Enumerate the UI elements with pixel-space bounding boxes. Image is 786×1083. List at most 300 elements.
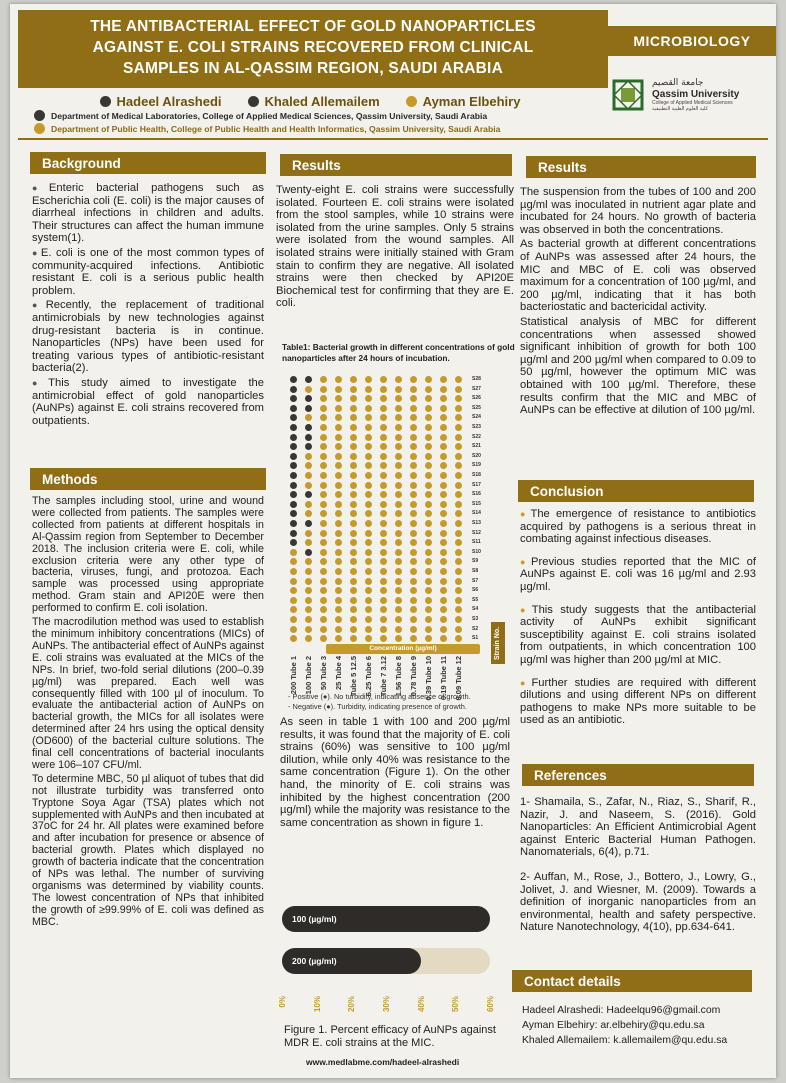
growth-bead (320, 434, 327, 441)
growth-bead (410, 395, 417, 402)
background-heading: Background (30, 152, 266, 174)
growth-bead (410, 462, 417, 469)
growth-bead (365, 386, 372, 393)
growth-bead (335, 482, 342, 489)
growth-bead (425, 597, 432, 604)
growth-bead (410, 578, 417, 585)
growth-bead (350, 434, 357, 441)
growth-bead (305, 635, 312, 642)
growth-bead (290, 453, 297, 460)
growth-bead (320, 386, 327, 393)
growth-bead (335, 386, 342, 393)
growth-bead (350, 386, 357, 393)
growth-bead (290, 386, 297, 393)
table-caption: Table1: Bacterial growth in different concentrations of gold nanoparticles after 24 hours of incubation. (282, 342, 515, 363)
contact-line[interactable]: Ayman Elbehiry: ar.elbehiry@qu.edu.sa (522, 1020, 705, 1031)
conclusion-paragraph: ● This study suggests that the antibacterial activity of AuNPs exhibit significant susceptibility against E. coli strains isolated from outpatients, in which concentration 100 µg/ml was higher than 200 µg/ml at MIC. (520, 604, 756, 667)
strain-label: S1 (472, 635, 479, 642)
strain-label: S9 (472, 558, 479, 565)
affiliation-dot-icon (34, 123, 45, 134)
growth-bead (380, 482, 387, 489)
author (406, 94, 521, 109)
author-dot-icon (100, 96, 111, 107)
growth-bead (440, 520, 447, 527)
growth-bead (305, 482, 312, 489)
growth-bead (305, 626, 312, 633)
growth-bead (290, 558, 297, 565)
growth-bead (440, 434, 447, 441)
growth-bead (305, 549, 312, 556)
results-heading-1: Results (280, 154, 512, 176)
growth-bead (350, 539, 357, 546)
growth-bead (320, 472, 327, 479)
growth-bead (440, 616, 447, 623)
growth-bead (395, 501, 402, 508)
growth-bead (410, 587, 417, 594)
growth-bead (350, 520, 357, 527)
growth-bead (350, 606, 357, 613)
growth-bead (365, 587, 372, 594)
methods-paragraph: The macrodilution method was used to establish the minimum inhibitory concentrations (MICs) of AuNPs. The antibacterial effect of AuNPs against E. coli strains was evaluated at the MICs of the NPs. In brief, two-fold serial dilutions (200–0.39 µg/ml) was prepared. Each well was consequently filled with 100 µl of inoculum. To evaluate the antibacterial action of AuNPs on bacterial growth, the MICs for all isolates were determined after 24 hrs using the optical density (OD600) of the bacterial culture solutions. The final cell concentrations of bacterial inoculants were 106–107 CFU/ml. (32, 616, 264, 771)
growth-bead (380, 501, 387, 508)
growth-bead (455, 587, 462, 594)
growth-bead (455, 530, 462, 537)
reference-item: 1- Shamaila, S., Zafar, N., Riaz, S., Sharif, R., Nazir, J. and Naseem, S. (2016). Gold Nanoparticles: An Efficient Antimicrobial Agent against Enteric Bacterial Human Pathogen. Nanomaterials, 6(4), p.71. (520, 796, 756, 859)
growth-bead (305, 414, 312, 421)
strain-label: S22 (472, 433, 481, 440)
title-line: THE ANTIBACTERIAL EFFECT OF GOLD NANOPARTICLES (90, 18, 536, 35)
strain-label: S8 (472, 568, 479, 574)
growth-bead (320, 405, 327, 412)
growth-bead (410, 376, 417, 383)
growth-bead (395, 405, 402, 412)
growth-bead (350, 597, 357, 604)
affiliation-text: Department of Medical Laboratories, College of Applied Medical Sciences, Qassim University, Saudi Arabia (51, 110, 488, 121)
results-discussion: As seen in table 1 with 100 and 200 µg/ml results, it was found that the majority of E. coli strains (60%) was sensitive to 100 µg/ml dilution, while only 40% was resistance to the same concentration (Figure 1). On the other hand, the minority of E. coli strains was inhibited by the highest concentration (200 µg/ml) while the majority was resistance to the same concentration as shown in figure 1. (280, 716, 510, 829)
growth-bead (395, 606, 402, 613)
growth-bead (365, 558, 372, 565)
growth-bead (350, 462, 357, 469)
affiliation-2 (34, 123, 500, 134)
tube-label: 100 Tube 2 (304, 656, 313, 695)
growth-bead (305, 386, 312, 393)
growth-bead (320, 482, 327, 489)
tube-label: 25 Tube 4 (334, 656, 343, 691)
strain-label: S14 (472, 510, 481, 517)
growth-bead (365, 501, 372, 508)
growth-bead (410, 539, 417, 546)
growth-bead (290, 635, 297, 642)
growth-bead (380, 578, 387, 585)
logo-english: Qassim University (652, 89, 740, 100)
growth-bead (440, 510, 447, 517)
axis-tick-label: 10% (312, 996, 322, 1013)
strain-label: S13 (472, 520, 481, 526)
strain-label: S11 (472, 539, 481, 546)
growth-bead (425, 520, 432, 527)
growth-bead (320, 578, 327, 585)
strain-label: S24 (472, 414, 481, 421)
growth-bead (305, 453, 312, 460)
growth-bead (290, 434, 297, 441)
growth-bead (455, 453, 462, 460)
growth-bead (365, 510, 372, 517)
growth-bead (290, 443, 297, 450)
growth-bead (335, 472, 342, 479)
logo-subtitle: College of Applied Medical Sciences (652, 100, 733, 106)
growth-bead (425, 510, 432, 517)
results-paragraph: Statistical analysis of MBC for different concentrations when assessed showed significant inhibition of growth for both 100 µg/ml and 200 µg/ml when compared to 0.09 to 50 µg/ml, however the optimum MIC was obtained with 100 µg/ml. Therefore, these results confirm that the MIC and MBC of AuNPs can be effective at dilution of 100 µg/ml. (520, 315, 756, 417)
growth-bead (335, 597, 342, 604)
growth-bead (305, 491, 312, 498)
growth-bead (425, 501, 432, 508)
growth-bead (320, 376, 327, 383)
growth-bead (350, 501, 357, 508)
axis-tick-label: 0% (278, 996, 287, 1008)
growth-bead (425, 558, 432, 565)
growth-bead (440, 558, 447, 565)
growth-bead (305, 424, 312, 431)
strain-label: S17 (472, 481, 481, 488)
growth-bead (410, 491, 417, 498)
growth-bead (290, 520, 297, 527)
growth-bead (335, 635, 342, 642)
growth-bead (350, 616, 357, 623)
growth-bead (335, 606, 342, 613)
growth-bead (410, 616, 417, 623)
growth-bead (380, 626, 387, 633)
growth-bead (440, 606, 447, 613)
strain-label: S20 (472, 452, 481, 459)
growth-bead (305, 462, 312, 469)
growth-bead (440, 443, 447, 450)
tube-label: 0.09 Tube 12 (454, 656, 463, 701)
growth-bead (455, 462, 462, 469)
growth-bead (320, 539, 327, 546)
growth-bead (440, 424, 447, 431)
growth-bead (305, 510, 312, 517)
growth-bead (290, 587, 297, 594)
growth-bead (425, 395, 432, 402)
growth-bead (380, 568, 387, 575)
axis-tick-label: 50% (451, 996, 461, 1013)
growth-bead (395, 376, 402, 383)
growth-bead (320, 549, 327, 556)
growth-bead (365, 414, 372, 421)
growth-bead (455, 578, 462, 585)
growth-bead (440, 395, 447, 402)
results-intro: Twenty-eight E. coli strains were successfully isolated. Fourteen E. coli strains were isolated from the stool samples, while 10 strains were isolated from the urine samples. Only 5 strains were isolated from the wound samples. All isolated strains were initially stained with Gram stain to confirm they are negative. All isolated strains were then checked by API20E Biochemical test for confirming that they are E. coli. (276, 184, 514, 310)
tube-label: 0.78 Tube 9 (409, 656, 418, 697)
background-paragraph: ● This study aimed to investigate the antimicrobial effect of gold nanoparticles (AuNPs) against E. coli strains recovered from outpatients. (32, 377, 264, 427)
category-badge: MICROBIOLOGY (608, 26, 776, 56)
growth-bead (290, 578, 297, 585)
growth-bead (455, 616, 462, 623)
growth-bead (395, 386, 402, 393)
growth-bead (320, 414, 327, 421)
growth-bead (290, 462, 297, 469)
growth-bead (290, 549, 297, 556)
growth-bead (290, 424, 297, 431)
growth-bead (395, 434, 402, 441)
growth-bead (335, 530, 342, 537)
growth-bead (440, 626, 447, 633)
growth-bead (425, 635, 432, 642)
growth-bead (365, 376, 372, 383)
conclusion-body (520, 508, 756, 729)
author-list (50, 90, 570, 112)
growth-bead (425, 491, 432, 498)
contact-line[interactable]: Hadeel Alrashedi: Hadeelqu96@gmail.com (522, 1005, 721, 1016)
growth-bead (335, 453, 342, 460)
growth-bead (365, 520, 372, 527)
growth-bead (440, 472, 447, 479)
efficacy-bar: 100 (µg/ml) (282, 906, 490, 932)
growth-bead (350, 568, 357, 575)
growth-bead (320, 453, 327, 460)
growth-bead (455, 434, 462, 441)
author (248, 94, 380, 109)
growth-bead (290, 539, 297, 546)
growth-bead (320, 424, 327, 431)
growth-bead (395, 578, 402, 585)
university-emblem-icon (608, 75, 648, 115)
growth-bead (380, 587, 387, 594)
growth-bead (320, 443, 327, 450)
growth-bead (365, 616, 372, 623)
growth-bead (320, 395, 327, 402)
growth-bead (380, 405, 387, 412)
growth-bead (335, 395, 342, 402)
growth-bead (410, 405, 417, 412)
growth-bead (350, 510, 357, 517)
results-heading-2: Results (526, 156, 756, 178)
conclusion-paragraph: ● Previous studies reported that the MIC of AuNPs against E. coli was 16 µg/ml and 2.93 µg/ml. (520, 556, 756, 594)
references-body (520, 796, 756, 936)
growth-bead (350, 472, 357, 479)
efficacy-chart (278, 900, 508, 1028)
table-legend (288, 692, 518, 712)
growth-bead (455, 597, 462, 604)
growth-bead (455, 376, 462, 383)
growth-bead (380, 395, 387, 402)
growth-bead (425, 626, 432, 633)
title-band (18, 10, 608, 88)
growth-bead (335, 434, 342, 441)
growth-bead (440, 462, 447, 469)
growth-bead (305, 501, 312, 508)
growth-bead (305, 587, 312, 594)
author-dot-icon (248, 96, 259, 107)
growth-bead (425, 482, 432, 489)
growth-bead (395, 424, 402, 431)
methods-heading: Methods (30, 468, 266, 490)
growth-bead (380, 597, 387, 604)
growth-bead (365, 424, 372, 431)
strain-label: S12 (472, 529, 481, 536)
author-dot-icon (406, 96, 417, 107)
growth-bead (335, 587, 342, 594)
growth-bead (320, 626, 327, 633)
growth-bead (395, 453, 402, 460)
strain-label: S26 (472, 395, 481, 402)
poster-url[interactable]: www.medlabme.com/hadeel-alrashedi (306, 1057, 460, 1067)
growth-bead (365, 462, 372, 469)
strain-no-label: Strain No. (491, 622, 505, 664)
growth-bead (410, 414, 417, 421)
affiliation-dot-icon (34, 110, 45, 121)
growth-bead (365, 443, 372, 450)
growth-bead (335, 578, 342, 585)
growth-bead (305, 616, 312, 623)
growth-bead (365, 578, 372, 585)
tube-label: 6.25 Tube 6 (364, 656, 373, 697)
growth-bead (425, 549, 432, 556)
growth-bead (380, 376, 387, 383)
growth-bead (320, 462, 327, 469)
growth-bead (410, 549, 417, 556)
growth-bead (425, 472, 432, 479)
growth-bead (290, 491, 297, 498)
author-name: Hadeel Alrashedi (116, 93, 222, 109)
growth-bead (365, 472, 372, 479)
growth-bead (380, 453, 387, 460)
results-paragraph: As bacterial growth at different concentrations of AuNPs was assessed after 24 hours, the MIC and MBC of E. coli was observed maximum for a concentration of 100 µg/ml, and 200 µg/ml, indicating that it has both bacteriostatic and bactericidal activity. (520, 238, 756, 314)
axis-tick-label: 30% (382, 996, 391, 1013)
growth-bead (395, 616, 402, 623)
growth-bead (440, 482, 447, 489)
tube-label: Tube 5 12.5 (349, 656, 358, 697)
growth-bead (440, 635, 447, 642)
growth-bead (410, 472, 417, 479)
growth-bead (440, 414, 447, 421)
growth-bead (335, 443, 342, 450)
growth-bead (440, 578, 447, 585)
growth-bead (440, 501, 447, 508)
strain-label: S19 (472, 462, 481, 469)
growth-bead (455, 491, 462, 498)
background-paragraph: ● Enteric bacterial pathogens such as Escherichia coli (E. coli) is the major causes of diarrheal infections in children and adults. Their structures can affect the human immune system(1). (32, 182, 264, 245)
growth-bead (425, 578, 432, 585)
strain-label: S25 (472, 404, 481, 411)
growth-bead (350, 549, 357, 556)
strain-label: S6 (472, 587, 479, 594)
growth-bead (380, 606, 387, 613)
growth-bead (380, 434, 387, 441)
growth-bead (380, 462, 387, 469)
growth-bead (365, 597, 372, 604)
growth-bead (305, 568, 312, 575)
growth-bead (395, 587, 402, 594)
growth-bead (350, 376, 357, 383)
growth-bead (455, 414, 462, 421)
contact-line[interactable]: Khaled Allemailem: k.allemailem@qu.edu.sa (522, 1035, 728, 1046)
results-paragraph: The suspension from the tubes of 100 and 200 µg/ml was inoculated in nutrient agar plate and incubated for 24 hours. No growth of bacteria was observed in both the concentrations. (520, 186, 756, 236)
growth-bead (440, 587, 447, 594)
growth-bead (410, 501, 417, 508)
growth-bead (410, 424, 417, 431)
growth-bead (290, 376, 297, 383)
growth-bead (425, 443, 432, 450)
poster (10, 4, 776, 1078)
growth-bead (320, 587, 327, 594)
growth-bead (305, 578, 312, 585)
growth-bead (425, 405, 432, 412)
growth-bead (305, 606, 312, 613)
growth-bead (395, 395, 402, 402)
title-line: SAMPLES IN AL-QASSIM REGION, SAUDI ARABIA (123, 60, 503, 77)
growth-bead (440, 376, 447, 383)
background-paragraph: ● Recently, the replacement of traditional antimicrobials by new technologies against drug-resistant bacteria is in continue. Nanoparticles (NPs) have been used for treating various types of antibiotic-resistant bacteria(2). (32, 299, 264, 375)
growth-bead (380, 491, 387, 498)
growth-bead (335, 405, 342, 412)
strain-label: S3 (472, 616, 479, 622)
header-divider (18, 138, 768, 140)
growth-bead (440, 405, 447, 412)
growth-bead (455, 501, 462, 508)
growth-bead (410, 626, 417, 633)
growth-bead (455, 558, 462, 565)
strain-label: S2 (472, 625, 479, 632)
legend-positive: - Positive (●). No turbidity, indicating absence of growth. (288, 692, 471, 701)
reference-item: 2- Auffan, M., Rose, J., Bottero, J., Lowry, G., Jolivet, J. and Wiesner, M. (2009). Towards a definition of inorganic nanoparticles from an environmental, health and safety perspective. Nature Nanotechnology, 4(10), pp.634-641. (520, 870, 756, 934)
growth-bead (395, 597, 402, 604)
growth-bead (290, 395, 297, 402)
growth-bead (440, 530, 447, 537)
growth-bead (410, 520, 417, 527)
growth-bead (440, 539, 447, 546)
growth-bead (320, 558, 327, 565)
growth-bead (440, 386, 447, 393)
axis-tick-label: 60% (486, 996, 495, 1013)
growth-bead (455, 626, 462, 633)
growth-bead (455, 549, 462, 556)
growth-bead (320, 510, 327, 517)
growth-bead (455, 635, 462, 642)
growth-bead (320, 491, 327, 498)
growth-bead (380, 616, 387, 623)
growth-bead (455, 395, 462, 402)
growth-bead (305, 520, 312, 527)
growth-bead (365, 453, 372, 460)
growth-bead (455, 520, 462, 527)
strain-label: S28 (472, 376, 481, 382)
growth-bead (395, 568, 402, 575)
growth-bead (395, 530, 402, 537)
growth-bead (395, 520, 402, 527)
growth-bead (395, 549, 402, 556)
growth-bead (380, 558, 387, 565)
author-name: Ayman Elbehiry (422, 93, 521, 109)
author (100, 94, 222, 109)
growth-bead (365, 568, 372, 575)
growth-bead (425, 462, 432, 469)
growth-bead (305, 376, 312, 383)
tube-label: 50 Tube 3 (319, 656, 328, 691)
growth-bead (455, 482, 462, 489)
strain-label: S10 (472, 548, 481, 555)
concentration-label: Concentration (µg/ml) (326, 644, 480, 654)
growth-bead (425, 424, 432, 431)
growth-bead (290, 626, 297, 633)
growth-bead (335, 549, 342, 556)
affiliation-text: Department of Public Health, College of Public Health and Health Informatics, Qassim University, Saudi Arabia (51, 123, 501, 134)
growth-bead (380, 510, 387, 517)
axis-tick-label: 40% (416, 996, 426, 1013)
growth-bead (395, 491, 402, 498)
growth-bead (350, 578, 357, 585)
growth-bead (305, 558, 312, 565)
